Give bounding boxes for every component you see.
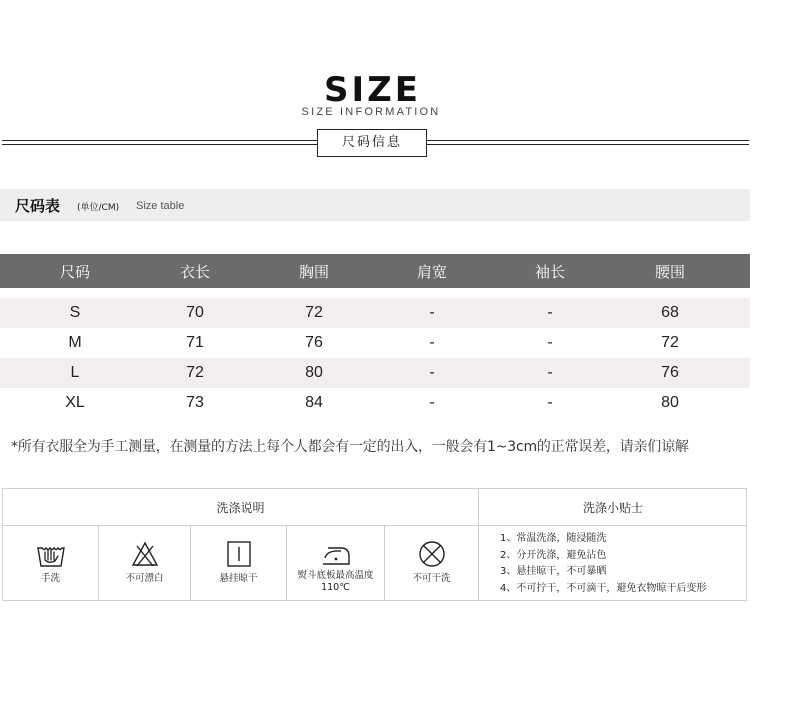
table-cell: XL xyxy=(65,394,85,411)
divider-line xyxy=(427,140,749,141)
care-item xyxy=(99,526,190,601)
list-item: 3、悬挂晾干，不可暴晒 xyxy=(500,566,607,577)
divider-line xyxy=(427,144,749,145)
divider-line xyxy=(2,144,317,145)
column-header: 袖长 xyxy=(534,262,565,281)
table-row xyxy=(0,358,750,388)
care-item-label: 悬挂晾干 xyxy=(219,573,258,584)
table-cell: - xyxy=(547,364,553,381)
list-item: 4、不可拧干，不可滴干，避免衣物晾干后变形 xyxy=(500,582,707,594)
hand-wash-icon xyxy=(34,540,68,568)
divider-line xyxy=(2,140,317,141)
section-subtitle: Size table xyxy=(136,200,185,212)
column-header: 衣长 xyxy=(179,262,210,281)
care-item xyxy=(385,526,478,601)
table-cell: - xyxy=(547,394,553,411)
care-item-label: 熨斗底板最高温度110℃ xyxy=(297,570,374,593)
section-header xyxy=(0,189,750,221)
size-table-header xyxy=(0,254,750,288)
list-item: 1、常温洗涤，随浸随洗 xyxy=(500,533,607,544)
care-tips-list xyxy=(500,531,706,597)
no-dry-clean-icon xyxy=(415,540,449,568)
care-table xyxy=(2,488,747,601)
care-item-label: 手洗 xyxy=(40,573,60,584)
size-subtitle: SIZE INFORMATION xyxy=(301,106,441,118)
section-unit: (单位/CM) xyxy=(77,203,120,213)
table-cell: 73 xyxy=(186,394,204,411)
iron-icon xyxy=(319,540,353,568)
table-row xyxy=(0,388,750,418)
table-cell: 68 xyxy=(661,304,679,321)
table-cell: L xyxy=(70,364,80,381)
table-row xyxy=(0,298,750,328)
section-title: 尺码表 xyxy=(15,197,61,215)
care-item xyxy=(191,526,286,601)
table-cell: - xyxy=(429,304,435,321)
table-cell: - xyxy=(429,364,435,381)
care-instructions-title: 洗涤说明 xyxy=(216,500,265,515)
table-cell: - xyxy=(429,394,435,411)
measurement-note: *所有衣服全为手工测量，在测量的方法上每个人都会有一定的出入，一般会有1~3cm的正常误差，请亲们谅解 xyxy=(11,439,689,455)
size-info-badge: 尺码信息 xyxy=(317,129,427,157)
column-header: 胸围 xyxy=(298,262,329,281)
care-item xyxy=(287,526,384,601)
column-header: 尺码 xyxy=(59,262,90,281)
table-cell: 76 xyxy=(661,364,679,381)
care-item xyxy=(3,526,98,601)
table-cell: - xyxy=(547,304,553,321)
list-item: 2、分开洗涤，避免沾色 xyxy=(500,549,607,561)
care-item-label: 不可干洗 xyxy=(412,573,451,584)
table-cell: 72 xyxy=(186,364,204,381)
column-header: 腰围 xyxy=(654,262,685,281)
table-cell: 72 xyxy=(661,334,679,351)
table-cell: - xyxy=(429,334,435,351)
hang-dry-icon xyxy=(222,540,256,568)
table-cell: 84 xyxy=(305,394,323,411)
column-header: 肩宽 xyxy=(416,262,447,281)
table-cell: 72 xyxy=(305,304,323,321)
table-cell: 76 xyxy=(305,334,323,351)
table-cell: 80 xyxy=(305,364,323,381)
care-tips-title: 洗涤小贴士 xyxy=(582,500,643,515)
care-item-label: 不可漂白 xyxy=(125,573,164,584)
table-cell: 71 xyxy=(186,334,204,351)
table-cell: - xyxy=(547,334,553,351)
table-cell: 80 xyxy=(661,394,679,411)
size-title: SIZE xyxy=(323,70,422,110)
table-cell: S xyxy=(69,304,81,321)
table-row xyxy=(0,328,750,358)
table-cell: M xyxy=(68,334,82,351)
no-bleach-icon xyxy=(128,540,162,568)
table-cell: 70 xyxy=(186,304,204,321)
